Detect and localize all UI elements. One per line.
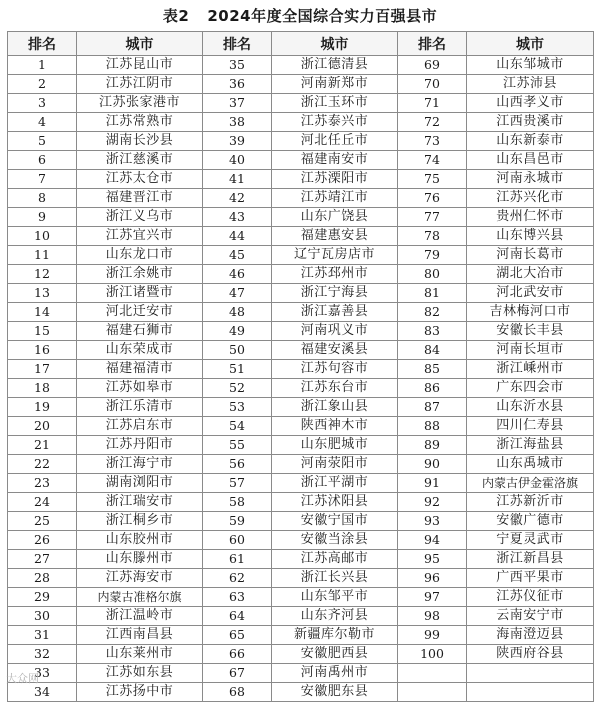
rank-cell: 4 [8,113,77,132]
rank-cell: 26 [8,531,77,550]
city-cell: 山东博兴县 [467,227,594,246]
rank-cell: 62 [203,569,272,588]
rank-header: 排名 [8,32,77,56]
city-cell: 安徽长丰县 [467,322,594,341]
rank-cell: 36 [203,75,272,94]
city-cell: 江苏太仓市 [77,170,203,189]
city-cell: 内蒙古伊金霍洛旗 [467,474,594,493]
city-cell: 江苏沛县 [467,75,594,94]
rank-cell: 74 [398,151,467,170]
city-cell: 广东四会市 [467,379,594,398]
city-cell: 河南长葛市 [467,246,594,265]
table-row [8,132,594,151]
rank-cell: 56 [203,455,272,474]
rank-cell: 5 [8,132,77,151]
rank-cell: 17 [8,360,77,379]
rank-cell: 42 [203,189,272,208]
city-cell: 山东肥城市 [272,436,398,455]
city-cell: 浙江长兴县 [272,569,398,588]
city-cell: 江苏沭阳县 [272,493,398,512]
city-cell: 江苏宜兴市 [77,227,203,246]
city-cell: 山东龙口市 [77,246,203,265]
rank-cell: 98 [398,607,467,626]
table-row [8,512,594,531]
city-cell: 山东邹城市 [467,56,594,75]
city-cell: 江苏如东县 [77,664,203,683]
rank-cell: 21 [8,436,77,455]
city-cell: 福建惠安县 [272,227,398,246]
city-cell: 浙江义乌市 [77,208,203,227]
rank-cell: 92 [398,493,467,512]
city-cell: 浙江桐乡市 [77,512,203,531]
rank-cell: 48 [203,303,272,322]
city-cell: 河南巩义市 [272,322,398,341]
city-cell: 山东齐河县 [272,607,398,626]
table-row [8,208,594,227]
rank-cell: 38 [203,113,272,132]
rank-cell: 24 [8,493,77,512]
table-row [8,341,594,360]
city-cell: 云南安宁市 [467,607,594,626]
rank-cell: 61 [203,550,272,569]
rank-cell: 33 [8,664,77,683]
rank-cell: 73 [398,132,467,151]
city-cell: 江苏泰兴市 [272,113,398,132]
table-row [8,56,594,75]
city-cell: 广西平果市 [467,569,594,588]
rank-cell: 91 [398,474,467,493]
table-row [8,664,594,683]
city-cell: 江苏常熟市 [77,113,203,132]
city-cell: 浙江象山县 [272,398,398,417]
table-row [8,683,594,702]
city-cell: 山东莱州市 [77,645,203,664]
city-cell: 江苏靖江市 [272,189,398,208]
city-cell: 江苏新沂市 [467,493,594,512]
table-caption [0,6,600,26]
city-cell: 河南长垣市 [467,341,594,360]
city-cell: 浙江海盐县 [467,436,594,455]
city-cell: 福建安溪县 [272,341,398,360]
city-cell: 浙江瑞安市 [77,493,203,512]
city-cell: 浙江温岭市 [77,607,203,626]
rank-cell: 1 [8,56,77,75]
city-cell: 安徽宁国市 [272,512,398,531]
city-cell: 福建福清市 [77,360,203,379]
city-cell: 江苏仪征市 [467,588,594,607]
rank-cell: 72 [398,113,467,132]
city-cell: 安徽当涂县 [272,531,398,550]
city-cell: 河南荥阳市 [272,455,398,474]
table-number: 表2 [162,7,190,25]
city-cell: 江西南昌县 [77,626,203,645]
city-cell: 浙江嘉善县 [272,303,398,322]
rank-cell: 45 [203,246,272,265]
rank-cell: 34 [8,683,77,702]
table-row [8,531,594,550]
rank-cell: 68 [203,683,272,702]
rank-cell: 15 [8,322,77,341]
city-cell: 江苏海安市 [77,569,203,588]
rank-cell: 83 [398,322,467,341]
city-cell: 四川仁寿县 [467,417,594,436]
city-cell: 湖南长沙县 [77,132,203,151]
rank-cell: 16 [8,341,77,360]
table-row [8,645,594,664]
table-row [8,265,594,284]
rank-cell [398,664,467,683]
table-header-row [8,32,594,56]
city-cell: 江苏溧阳市 [272,170,398,189]
table-row [8,398,594,417]
city-cell: 浙江诸暨市 [77,284,203,303]
rank-cell: 77 [398,208,467,227]
city-cell: 山西孝义市 [467,94,594,113]
rank-cell: 65 [203,626,272,645]
city-cell: 浙江新昌县 [467,550,594,569]
city-cell: 安徽肥西县 [272,645,398,664]
city-cell: 河北任丘市 [272,132,398,151]
city-cell: 内蒙古准格尔旗 [77,588,203,607]
rank-cell: 53 [203,398,272,417]
rank-cell: 97 [398,588,467,607]
city-cell: 山东广饶县 [272,208,398,227]
rank-cell: 78 [398,227,467,246]
rank-cell: 6 [8,151,77,170]
rank-cell: 76 [398,189,467,208]
rank-cell: 19 [8,398,77,417]
rank-cell: 95 [398,550,467,569]
rank-cell: 18 [8,379,77,398]
table-title: 2024年度全国综合实力百强县市 [207,7,438,25]
rank-cell: 54 [203,417,272,436]
rank-cell: 13 [8,284,77,303]
city-cell: 浙江平湖市 [272,474,398,493]
rank-cell: 7 [8,170,77,189]
rank-cell: 86 [398,379,467,398]
city-cell: 江苏如皋市 [77,379,203,398]
table-row [8,569,594,588]
city-cell [467,683,594,702]
rank-cell: 35 [203,56,272,75]
table-row [8,246,594,265]
rank-cell: 90 [398,455,467,474]
table-row [8,113,594,132]
city-cell: 江苏昆山市 [77,56,203,75]
city-cell: 浙江海宁市 [77,455,203,474]
rank-cell: 82 [398,303,467,322]
city-cell: 宁夏灵武市 [467,531,594,550]
rank-cell: 87 [398,398,467,417]
table-row [8,550,594,569]
city-cell: 湖南浏阳市 [77,474,203,493]
rank-cell: 59 [203,512,272,531]
rank-cell: 66 [203,645,272,664]
city-cell: 河南新郑市 [272,75,398,94]
rank-cell: 14 [8,303,77,322]
city-cell: 陕西神木市 [272,417,398,436]
rank-cell: 60 [203,531,272,550]
rank-cell: 41 [203,170,272,189]
city-cell: 江苏丹阳市 [77,436,203,455]
rank-cell: 79 [398,246,467,265]
table-row [8,75,594,94]
table-row [8,360,594,379]
rank-cell: 9 [8,208,77,227]
city-cell: 福建晋江市 [77,189,203,208]
city-cell: 江苏句容市 [272,360,398,379]
rank-cell: 49 [203,322,272,341]
table-row [8,417,594,436]
rank-cell: 10 [8,227,77,246]
city-cell: 山东新泰市 [467,132,594,151]
rank-cell: 25 [8,512,77,531]
city-cell: 江苏邳州市 [272,265,398,284]
city-cell: 浙江慈溪市 [77,151,203,170]
rank-cell: 88 [398,417,467,436]
city-cell: 河北武安市 [467,284,594,303]
city-cell: 新疆库尔勒市 [272,626,398,645]
city-cell: 江苏张家港市 [77,94,203,113]
rank-cell: 50 [203,341,272,360]
city-cell: 江西贵溪市 [467,113,594,132]
rank-cell: 81 [398,284,467,303]
city-cell: 辽宁瓦房店市 [272,246,398,265]
ranking-table [7,31,594,702]
rank-cell: 3 [8,94,77,113]
rank-cell: 52 [203,379,272,398]
rank-cell: 44 [203,227,272,246]
rank-cell: 43 [203,208,272,227]
rank-cell: 80 [398,265,467,284]
rank-cell: 31 [8,626,77,645]
table-body [8,56,594,702]
rank-cell: 37 [203,94,272,113]
table-row [8,493,594,512]
city-header: 城市 [272,32,398,56]
rank-cell: 28 [8,569,77,588]
rank-cell: 63 [203,588,272,607]
city-cell: 山东邹平市 [272,588,398,607]
rank-header: 排名 [203,32,272,56]
rank-cell: 64 [203,607,272,626]
city-cell: 河北迁安市 [77,303,203,322]
city-cell: 浙江乐清市 [77,398,203,417]
city-cell: 浙江嵊州市 [467,360,594,379]
rank-cell: 27 [8,550,77,569]
rank-cell: 85 [398,360,467,379]
city-cell: 安徽广德市 [467,512,594,531]
table-row [8,284,594,303]
rank-cell: 40 [203,151,272,170]
table-row [8,455,594,474]
city-cell: 海南澄迈县 [467,626,594,645]
rank-cell: 20 [8,417,77,436]
rank-cell: 84 [398,341,467,360]
table-row [8,94,594,113]
table-row [8,626,594,645]
rank-cell: 67 [203,664,272,683]
rank-cell: 71 [398,94,467,113]
city-cell: 吉林梅河口市 [467,303,594,322]
city-cell: 河南永城市 [467,170,594,189]
rank-cell: 58 [203,493,272,512]
city-cell: 山东沂水县 [467,398,594,417]
rank-cell: 29 [8,588,77,607]
city-cell: 湖北大冶市 [467,265,594,284]
city-cell: 陕西府谷县 [467,645,594,664]
city-cell: 山东胶州市 [77,531,203,550]
table-row [8,607,594,626]
rank-cell: 55 [203,436,272,455]
rank-cell: 23 [8,474,77,493]
table-row [8,227,594,246]
city-cell [467,664,594,683]
table-row [8,588,594,607]
rank-cell: 30 [8,607,77,626]
city-header: 城市 [77,32,203,56]
city-cell: 江苏江阴市 [77,75,203,94]
city-cell: 江苏高邮市 [272,550,398,569]
city-header: 城市 [467,32,594,56]
table-row [8,303,594,322]
table-row [8,322,594,341]
table-row [8,474,594,493]
rank-cell: 47 [203,284,272,303]
rank-cell: 75 [398,170,467,189]
city-cell: 浙江宁海县 [272,284,398,303]
city-cell: 江苏东台市 [272,379,398,398]
rank-cell: 8 [8,189,77,208]
rank-cell: 70 [398,75,467,94]
table-row [8,170,594,189]
rank-cell: 69 [398,56,467,75]
table-row [8,436,594,455]
city-cell: 山东禹城市 [467,455,594,474]
city-cell: 浙江德清县 [272,56,398,75]
rank-cell: 93 [398,512,467,531]
rank-cell [398,683,467,702]
watermark-text: 大众网 [6,672,39,685]
rank-cell: 96 [398,569,467,588]
rank-cell: 46 [203,265,272,284]
city-cell: 浙江余姚市 [77,265,203,284]
city-cell: 福建石狮市 [77,322,203,341]
rank-cell: 2 [8,75,77,94]
rank-cell: 94 [398,531,467,550]
rank-cell: 32 [8,645,77,664]
city-cell: 江苏兴化市 [467,189,594,208]
rank-cell: 12 [8,265,77,284]
rank-header: 排名 [398,32,467,56]
city-cell: 贵州仁怀市 [467,208,594,227]
city-cell: 江苏扬中市 [77,683,203,702]
city-cell: 山东昌邑市 [467,151,594,170]
rank-cell: 89 [398,436,467,455]
city-cell: 福建南安市 [272,151,398,170]
city-cell: 安徽肥东县 [272,683,398,702]
rank-cell: 39 [203,132,272,151]
city-cell: 江苏启东市 [77,417,203,436]
table-row [8,189,594,208]
table-row [8,151,594,170]
table-row [8,379,594,398]
rank-cell: 57 [203,474,272,493]
city-cell: 山东滕州市 [77,550,203,569]
rank-cell: 100 [398,645,467,664]
city-cell: 浙江玉环市 [272,94,398,113]
city-cell: 山东荣成市 [77,341,203,360]
rank-cell: 22 [8,455,77,474]
rank-cell: 11 [8,246,77,265]
rank-cell: 51 [203,360,272,379]
city-cell: 河南禹州市 [272,664,398,683]
rank-cell: 99 [398,626,467,645]
